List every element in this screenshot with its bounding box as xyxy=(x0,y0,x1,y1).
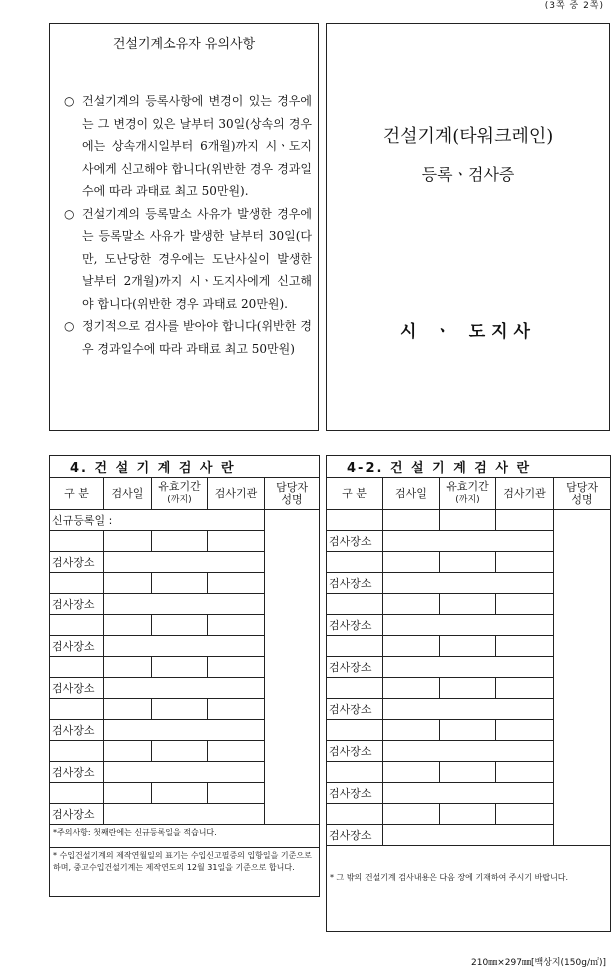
bullet-circle-icon: ○ xyxy=(64,319,75,333)
agency-cell xyxy=(496,594,554,615)
col-header-officer: 담당자 성명 xyxy=(554,478,611,510)
table-row xyxy=(50,510,320,531)
inspection-date-cell xyxy=(383,636,440,657)
category-cell xyxy=(327,762,383,783)
inspection-place-cell xyxy=(383,531,554,552)
agency-cell xyxy=(208,573,265,594)
category-cell xyxy=(327,510,383,531)
inspection-place-cell xyxy=(383,615,554,636)
inspection-place-cell xyxy=(383,741,554,762)
col-header-agency: 검사기관 xyxy=(208,478,265,510)
valid-until-cell xyxy=(152,699,208,720)
agency-cell xyxy=(208,783,265,804)
inspection-date-cell xyxy=(383,804,440,825)
new-registration-date-cell: 신규등록일 : xyxy=(50,510,265,531)
inspection-place-cell xyxy=(104,636,265,657)
inspection-place-cell xyxy=(383,783,554,804)
inspection-date-cell xyxy=(104,615,152,636)
cover-subtitle: 등록ㆍ검사증 xyxy=(421,165,515,184)
inspection-place-cell xyxy=(383,699,554,720)
category-cell xyxy=(327,678,383,699)
inspection-date-cell xyxy=(383,720,440,741)
agency-cell xyxy=(496,678,554,699)
inspection-rows xyxy=(327,510,611,846)
inspection-place-label: 검사장소 xyxy=(327,657,383,678)
agency-cell xyxy=(208,531,265,552)
inspection-place-cell xyxy=(104,720,265,741)
valid-until-cell xyxy=(152,657,208,678)
inspection-place-label: 검사장소 xyxy=(50,762,104,783)
col-header-date: 검사일 xyxy=(383,478,440,510)
inspection-table-right xyxy=(326,455,611,932)
category-cell xyxy=(50,699,104,720)
table-title: 4. 건 설 기 계 검 사 란 xyxy=(50,456,320,478)
bullet-circle-icon: ○ xyxy=(64,206,75,221)
inspection-place-label: 검사장소 xyxy=(50,720,104,741)
notice-item: ○ 건설기계의 등록사항에 변경이 있는 경우에는 그 변경이 있은 날부터 30일(상속의 경우에는 상속개시일부터 6개월)까지 시ㆍ도지사에게 신고해야 합니다(위반한 경우 경과일수에 따라 과태료 최고 50만원). xyxy=(64,90,312,203)
footnote-continued: * 그 밖의 건설기계 검사내용은 다음 장에 기재하여 주시기 바랍니다. xyxy=(327,846,611,932)
inspection-date-cell xyxy=(383,594,440,615)
inspection-date-cell xyxy=(383,510,440,531)
col-header-category: 구 분 xyxy=(327,478,383,510)
valid-until-cell xyxy=(440,510,496,531)
inspection-place-label: 검사장소 xyxy=(50,594,104,615)
valid-until-cell xyxy=(152,531,208,552)
inspection-date-cell xyxy=(383,678,440,699)
category-cell xyxy=(50,783,104,804)
inspection-date-cell xyxy=(104,657,152,678)
inspection-date-cell xyxy=(104,741,152,762)
agency-cell xyxy=(496,804,554,825)
issuing-authority: 시 ㆍ 도지사 xyxy=(400,322,536,342)
inspection-place-label: 검사장소 xyxy=(327,825,383,846)
inspection-place-cell xyxy=(383,825,554,846)
inspection-place-label: 검사장소 xyxy=(327,615,383,636)
inspection-place-cell xyxy=(104,594,265,615)
category-cell xyxy=(50,657,104,678)
inspection-place-label: 검사장소 xyxy=(50,678,104,699)
owner-notice-box xyxy=(49,23,319,431)
category-cell xyxy=(50,573,104,594)
inspection-date-cell xyxy=(383,762,440,783)
notice-item: ○ 정기적으로 검사를 받아야 합니다(위반한 경우 경과일수에 따라 과태료 최고 50만원) xyxy=(64,315,312,360)
inspection-place-cell xyxy=(383,657,554,678)
inspection-date-cell xyxy=(104,699,152,720)
agency-cell xyxy=(208,699,265,720)
inspection-place-cell xyxy=(104,552,265,573)
category-cell xyxy=(50,615,104,636)
valid-until-cell xyxy=(152,573,208,594)
valid-until-cell xyxy=(440,636,496,657)
inspection-date-cell xyxy=(104,783,152,804)
agency-cell xyxy=(496,510,554,531)
agency-cell xyxy=(496,762,554,783)
col-header-category: 구 분 xyxy=(50,478,104,510)
valid-until-cell xyxy=(440,678,496,699)
inspection-place-label: 검사장소 xyxy=(327,573,383,594)
notice-title: 건설기계소유자 유의사항 xyxy=(112,37,256,52)
valid-until-cell xyxy=(152,615,208,636)
notice-item: ○ 건설기계의 등록말소 사유가 발생한 경우에는 등록말소 사유가 발생한 날부터 30일(다만, 도난당한 경우에는 도난사실이 발생한 날부터 2개월)까지 시ㆍ도지사에게 신고해야 합니다(위반한 경우 과태료 20만원). xyxy=(64,203,312,316)
category-cell xyxy=(327,636,383,657)
valid-until-cell xyxy=(440,594,496,615)
col-header-agency: 검사기관 xyxy=(496,478,554,510)
inspection-place-cell xyxy=(383,573,554,594)
category-cell xyxy=(327,552,383,573)
inspection-place-label: 검사장소 xyxy=(50,552,104,573)
valid-until-cell xyxy=(440,720,496,741)
inspection-place-cell xyxy=(104,678,265,699)
col-header-officer: 담당자 성명 xyxy=(265,478,320,510)
category-cell xyxy=(50,531,104,552)
inspection-place-label: 검사장소 xyxy=(327,783,383,804)
certificate-cover xyxy=(326,23,610,431)
inspection-date-cell xyxy=(104,573,152,594)
valid-until-cell xyxy=(152,783,208,804)
valid-until-cell xyxy=(152,741,208,762)
officer-signature-cell xyxy=(265,510,320,825)
officer-signature-cell xyxy=(554,510,611,846)
valid-until-cell xyxy=(440,762,496,783)
inspection-place-cell xyxy=(104,804,265,825)
agency-cell xyxy=(496,636,554,657)
agency-cell xyxy=(496,552,554,573)
inspection-rows xyxy=(50,510,320,825)
category-cell xyxy=(50,741,104,762)
inspection-place-label: 검사장소 xyxy=(327,741,383,762)
valid-until-cell xyxy=(440,552,496,573)
paper-spec: 210㎜×297㎜[백상지(150g/㎡)] xyxy=(471,958,606,968)
inspection-place-label: 검사장소 xyxy=(50,804,104,825)
bullet-circle-icon: ○ xyxy=(64,94,75,108)
page-number: (3쪽 중 2쪽) xyxy=(544,1,604,11)
inspection-table-left xyxy=(49,455,320,897)
col-header-date: 검사일 xyxy=(104,478,152,510)
cover-title: 건설기계(타워크레인) xyxy=(382,126,554,147)
col-header-valid-until: 유효기간 (까지) xyxy=(440,478,496,510)
inspection-place-cell xyxy=(104,762,265,783)
inspection-date-cell xyxy=(104,531,152,552)
valid-until-cell xyxy=(440,804,496,825)
category-cell xyxy=(327,804,383,825)
footnote-caution: *주의사항: 첫째란에는 신규등록일을 적습니다. xyxy=(50,825,320,848)
col-header-valid-until: 유효기간 (까지) xyxy=(152,478,208,510)
inspection-place-label: 검사장소 xyxy=(50,636,104,657)
table-title: 4-2. 건 설 기 계 검 사 란 xyxy=(327,456,611,478)
inspection-place-label: 검사장소 xyxy=(327,531,383,552)
agency-cell xyxy=(208,741,265,762)
table-row xyxy=(327,510,611,531)
footnote-import: * 수입건설기계의 제작연월일의 표기는 수입신고필증의 입항일을 기준으로 하며, 중고수입건설기계는 제작연도의 12월 31일을 기준으로 합니다. xyxy=(50,848,320,897)
agency-cell xyxy=(208,615,265,636)
notice-list xyxy=(64,90,312,360)
inspection-place-label: 검사장소 xyxy=(327,699,383,720)
category-cell xyxy=(327,720,383,741)
agency-cell xyxy=(496,720,554,741)
category-cell xyxy=(327,594,383,615)
inspection-date-cell xyxy=(383,552,440,573)
agency-cell xyxy=(208,657,265,678)
